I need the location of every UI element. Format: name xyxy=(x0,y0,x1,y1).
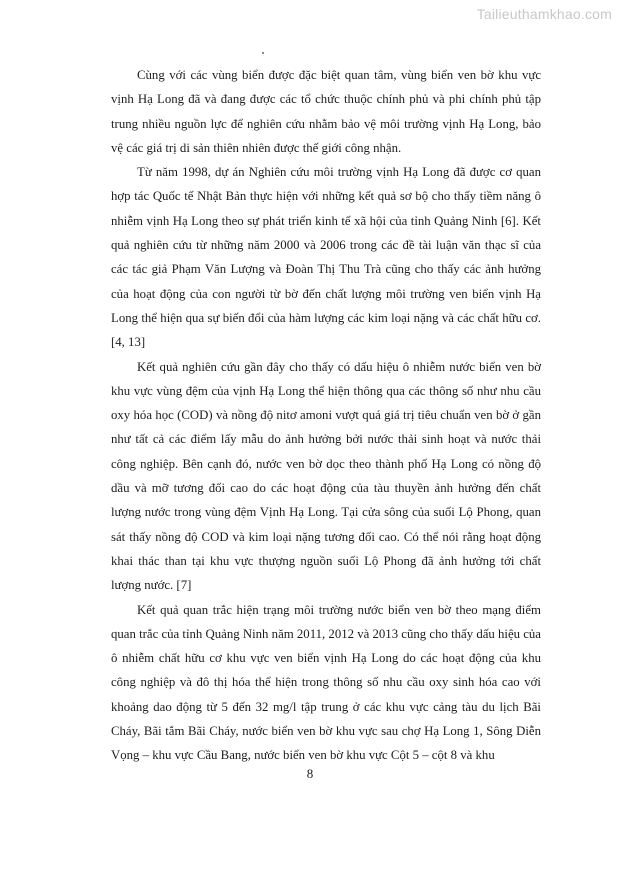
page-number: 8 xyxy=(306,766,314,781)
paragraph: Kết quả quan trắc hiện trạng môi trường nước biển ven bờ theo mạng điểm quan trắc của tỉnh Quảng Ninh năm 2011, 2012 và 2013 cũng cho thấy dấu hiệu của ô nhiễm chất hữu cơ khu vực ven biển vịnh Hạ Long do các hoạt động của khu công nghiệp và đô thị hóa thể hiện trong thông số nhu cầu oxy sinh hóa cao với khoảng dao động từ 5 đến 32 mg/l tập trung ở các khu vực cảng tàu du lịch Bãi Cháy, Bãi tắm Bãi Cháy, nước biển ven bờ khu vực sau chợ Hạ Long 1, Sông Diễn Vọng – khu vực Cầu Bang, nước biển ven bờ khu vực Cột 5 – cột 8 và khu xyxy=(111,602,541,763)
paragraph: Từ năm 1998, dự án Nghiên cứu môi trường vịnh Hạ Long đã được cơ quan hợp tác Quốc tế Nhật Bản thực hiện với những kết quả sơ bộ cho thấy tiềm năng ô nhiễm vịnh Hạ Long theo sự phát triển kinh tế xã hội của tỉnh Quảng Ninh [6]. Kết quả nghiên cứu từ những năm 2000 và 2006 trong các đề tài luận văn thạc sĩ của các tác giả Phạm Văn Lượng và Đoàn Thị Thu Trà cũng cho thấy các ảnh hưởng của hoạt động của con người từ bờ đến chất lượng môi trường ven biển vịnh Hạ Long thể hiện qua sự biến đổi của hàm lượng các kim loại nặng và các chất hữu cơ. [4, 13] xyxy=(111,165,541,350)
scan-speck xyxy=(262,52,264,54)
body-text xyxy=(111,63,541,768)
paragraph: Cùng với các vùng biển được đặc biệt quan tâm, vùng biển ven bờ khu vực vịnh Hạ Long đã và đang được các tổ chức thuộc chính phủ và phi chính phủ tập trung nhiều nguồn lực để nghiên cứu nhằm bảo vệ môi trường vịnh Hạ Long, bảo vệ các giá trị di sản thiên nhiên được thế giới công nhận. xyxy=(111,68,541,155)
watermark: Tailieuthamkhao.com xyxy=(476,6,612,22)
paragraph: Kết quả nghiên cứu gần đây cho thấy có dấu hiệu ô nhiễm nước biển ven bờ khu vực vùng đệm của vịnh Hạ Long thể hiện thông qua các thông số như nhu cầu oxy hóa học (COD) và nồng độ nitơ amoni vượt quá giá trị tiêu chuẩn ven bờ ở gần như tất cả các điểm lấy mẫu do ảnh hưởng bởi nước thải sinh hoạt và nước thải công nghiệp. Bên cạnh đó, nước ven bờ dọc theo thành phố Hạ Long có nồng độ dầu và mỡ tương đối cao do các hoạt động của tàu thuyền ảnh hưởng đến chất lượng nước trong vùng đệm Vịnh Hạ Long. Tại cửa sông của suối Lộ Phong, quan sát thấy nồng độ COD và kim loại nặng tương đối cao. Có thể nói rằng hoạt động khai thác than tại khu vực thượng nguồn suối Lộ Phong đã ảnh hưởng tới chất lượng nước. [7] xyxy=(111,359,541,593)
